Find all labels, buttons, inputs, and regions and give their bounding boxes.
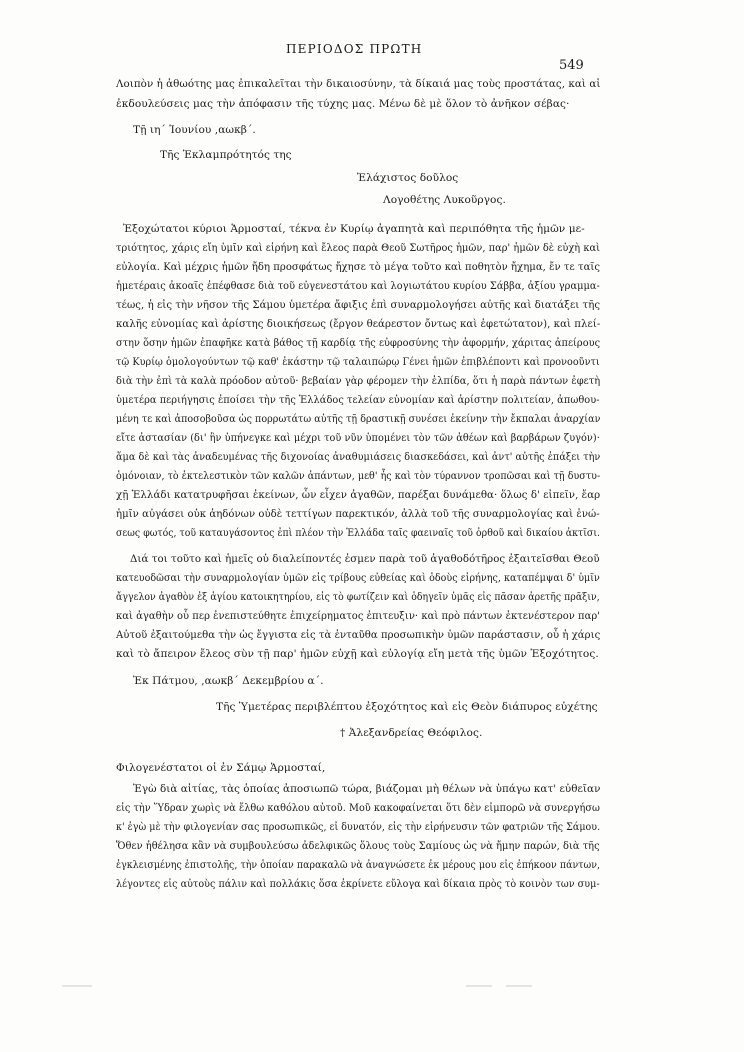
text-line: ἅμα δὲ καὶ τὰς ἀναδευμένας τῆς διχονοίας ἀναθυμιάσεις διασκεδάσει, καὶ ἀντ' αὐτῆς ἐπάξει τὴν: [116, 451, 601, 463]
text-line: εἴτε ἀστασίαν (δι' ἣν ὑπήνεγκε καὶ μέχρι τοῦ νῦν ὑπομένει τὸν τῶν ἀθέων καὶ βαρβάρων ζυγόν)·: [116, 432, 600, 444]
text-line: Αὐτοῦ ἐξαιτούμεθα τὴν ὡς ἔγγιστα εἰς τὰ ἐνταῦθα προσωπικὴν ὑμῶν παράστασιν, οὗ ἡ χάρις: [116, 629, 601, 641]
text-line: καὶ ἀγαθὴν οὗ περ ἐνεπιστεύθητε ἐπιχείρηματος ἐπιτευξιν· καὶ πρὸ πάντων ἐκτενέστερον παρ': [116, 610, 601, 622]
text-line: διὰ τὴν ἐπὶ τὰ καλὰ πρόοδον αὐτοῦ· βεβαίαν γὰρ φέρομεν τὴν ἐλπίδα, ὅτι ἡ παρὰ πάντων ἐφετὴ: [116, 375, 601, 387]
text-line: Ἐξοχώτατοι κύριοι Ἁρμοσταί, τέκνα ἐν Κυρίῳ ἀγαπητὰ καὶ περιπόθητα τῆς ἡμῶν με-: [123, 223, 585, 235]
text-line: ἡμῖν αὐγάσει οὐκ ἀηδόνων οὐδὲ τεττίγων παρεκτικόν, ἀλλὰ τοῦ τῆς συναρμολογίας καὶ ἑνώ-: [116, 508, 600, 520]
text-line: τέως, ἡ εἰς τὴν νῆσον τῆς Σάμου ὑμετέρα ἄφιξις ἐπὶ συναρμολογήσει αὐτῆς καὶ διατάξει τῆς: [116, 299, 601, 311]
text-line: χῇ Ἑλλάδι κατατρυφῆσαι ἐκείνων, ὧν εἶχεν ἀγαθῶν, παρέξαι δυνάμεθα· ὅλως δ' εἰπεῖν, ἔαρ: [116, 489, 601, 501]
text-line: Λοιπὸν ἡ ἀθωότης μας ἐπικαλεῖται τὴν δικαιοσύνην, τὰ δίκαιά μας τοὺς προστάτας, καὶ αἱ: [116, 78, 601, 90]
scan-artifact: [62, 985, 92, 987]
salutation-line: Φιλογενέστατοι οἱ ἐν Σάμῳ Ἁρμοσταί,: [116, 762, 326, 774]
text-line: καὶ τὸ ἄπειρον ἔλεος σὺν τῇ παρ' ἡμῶν εὐχῇ καὶ εὐλογίᾳ εἴη μετὰ τῆς ὑμῶν Ἐξοχότητος.: [116, 648, 599, 660]
page-number: 549: [559, 58, 584, 73]
scan-artifact: [506, 985, 532, 987]
date-line: Τῇ ιη΄ Ἰουνίου ,αωκβ΄.: [133, 124, 256, 136]
signature-line: Ἐλάχιστος δοῦλος: [357, 172, 459, 184]
text-line: κ' ἐγὼ μὲ τὴν φιλογενίαν σας προσωπικῶς, εἰ δυνατόν, εἰς τὴν εἰρήνευσιν τῶν φατριῶν τῆς Σάμου.: [116, 821, 601, 833]
text-line: Διά τοι τοῦτο καὶ ἡμεῖς οὐ διαλείποντές ἐσμεν παρὰ τοῦ ἀγαθοδότῆρος ἐξαιτεῖσθαι Θεοῦ: [130, 553, 600, 565]
running-header: ΠΕΡΙΟΔΟΣ ΠΡΩΤΗ: [286, 42, 423, 56]
text-line: Ὅθεν ἠθέλησα κἂν νὰ συμβουλεύσω ἀδελφικῶς ὅλους τοὺς Σαμίους ὡς νὰ ἤμην παρών, διὰ τῆς: [116, 840, 600, 852]
scan-artifact: [466, 985, 492, 987]
closing-line: Τῆς Ὑμετέρας περιβλέπτου ἐξοχότητος καὶ εἰς Θεὸν διάπυρος εὐχέτης: [216, 701, 598, 713]
text-line: ὁμόνοιαν, τὸ ἐκτελεστικὸν τῶν καλῶν ἁπάντων, μεθ' ἧς καὶ τὸν τύραννον τροπῶσαι καὶ τῇ δυστυ-: [116, 470, 601, 482]
text-line: ἄγγελον ἀγαθὸν ἐξ ἁγίου κατοικητηρίου, εἰς τὸ φωτίζειν καὶ ὁδηγεῖν ὑμᾶς εἰς πᾶσαν ἀρετῆς πρᾶξιν,: [116, 591, 600, 603]
text-line: λέγοντες εἰς αὐτοὺς πάλιν καὶ πολλάκις ὅσα ἐκρίνετε εὔλογα καὶ δίκαια πρὸς τὸ κοινὸν των συμ-: [116, 878, 600, 890]
text-line: τριότητος, χάρις εἴη ὑμῖν καὶ εἰρήνη καὶ ἔλεος παρὰ Θεοῦ Σωτῆρος ἡμῶν, παρ' ἡμῶν δὲ εὐχὴ καὶ: [116, 242, 600, 254]
text-line: σεως φωτός, τοῦ καταυγάσοντος ἐπὶ πλέον τὴν Ἑλλάδα ταῖς φαειναῖς τοῦ ὀρθοῦ καὶ δικαίου ἀκτῖσι.: [116, 527, 601, 539]
text-line: τῷ Κυρίῳ ὁμολογούντων τῷ καθ' ἑκάστην τῷ ταλαιπώρῳ Γένει ἡμῶν ἐπιβλέποντι καὶ προνοοῦντι: [116, 356, 600, 368]
text-line: εἰς τὴν Ὕδραν χωρὶς νὰ ἔλθω καθόλου αὐτοῦ. Μοῦ κακοφαίνεται ὅτι δὲν εἰμπορῶ νὰ συνεργήσω: [116, 802, 600, 814]
text-line: καλῆς εὐνομίας καὶ ἀρίστης διοικήσεως (ἔργον θεάρεστον ὄντως καὶ ἐφετώτατον), καὶ πλεί-: [116, 318, 601, 330]
text-line: ἡμετέραις ἀκοαῖς ἐπέφθασε διὰ τοῦ εὐγενεστάτου καὶ λογιωτάτου κυρίου Σάββα, ἀξίου γραμμα-: [116, 280, 600, 292]
salutation-line: Τῆς Ἐκλαμπρότητός της: [160, 149, 292, 161]
signature-name: † Ἀλεξανδρείας Θεόφιλος.: [340, 727, 483, 739]
signature-name: Λογοθέτης Λυκοῦργος.: [383, 194, 506, 206]
text-line: μένη τε καὶ ἀποσοβοῦσα ὡς πορρωτάτω αὐτῆς τῇ δραστικῇ συνέσει ἐκείνην τὴν ἔκπαλαι ἀναρχίαν: [116, 413, 601, 425]
date-line: Ἐκ Πάτμου, ,αωκβ΄ Δεκεμβρίου α΄.: [133, 675, 324, 687]
text-line: στην ὅσην ἡμῶν ἐπαφῆκε κατὰ βάθος τῇ καρδίᾳ τῆς εὐφροσύνης τὴν ἀφορμήν, χάριτας ἀπείρους: [116, 337, 601, 349]
text-line: κατευοδῶσαι τὴν συναρμολογίαν ὑμῶν εἰς τρίβους εὐθείας καὶ ὁδοὺς εἰρήνης, καταπέμψαι δ' ὑμῖν: [116, 572, 600, 584]
text-line: ἐκδουλεύσεις μας τὴν ἀπόφασιν τῆς τύχης μας. Μένω δὲ μὲ ὅλον τὸ ἀνῆκον σέβας·: [116, 98, 570, 110]
text-line: εὐλογία. Καὶ μέχρις ἡμῶν ἤδη προσφάτως ἤχησε τὸ μέγα τοῦτο καὶ ποθητὸν ἤχημα, ἔν τε ταῖς: [116, 261, 601, 273]
text-line: Ἐγὼ διὰ αἰτίας, τὰς ὁποίας ἀποσιωπῶ τώρα, βιάζομαι μὴ θέλων νὰ ὑπάγω κατ' εὐθεῖαν: [133, 783, 601, 795]
text-line: ὑμετέρα περιήγησις ἐποίσει τὴν τῆς Ἑλλάδος τελείαν εὐνομίαν καὶ ἀρίστην πολιτείαν, ἀπωθου-: [116, 394, 600, 406]
text-line: ἐγκλεισμένης ἐπιστολῆς, τὴν ὁποίαν παρακαλῶ νὰ ἀναγνώσετε ἐκ μέρους μου εἰς ἐπήκοον πάντων,: [116, 859, 601, 871]
